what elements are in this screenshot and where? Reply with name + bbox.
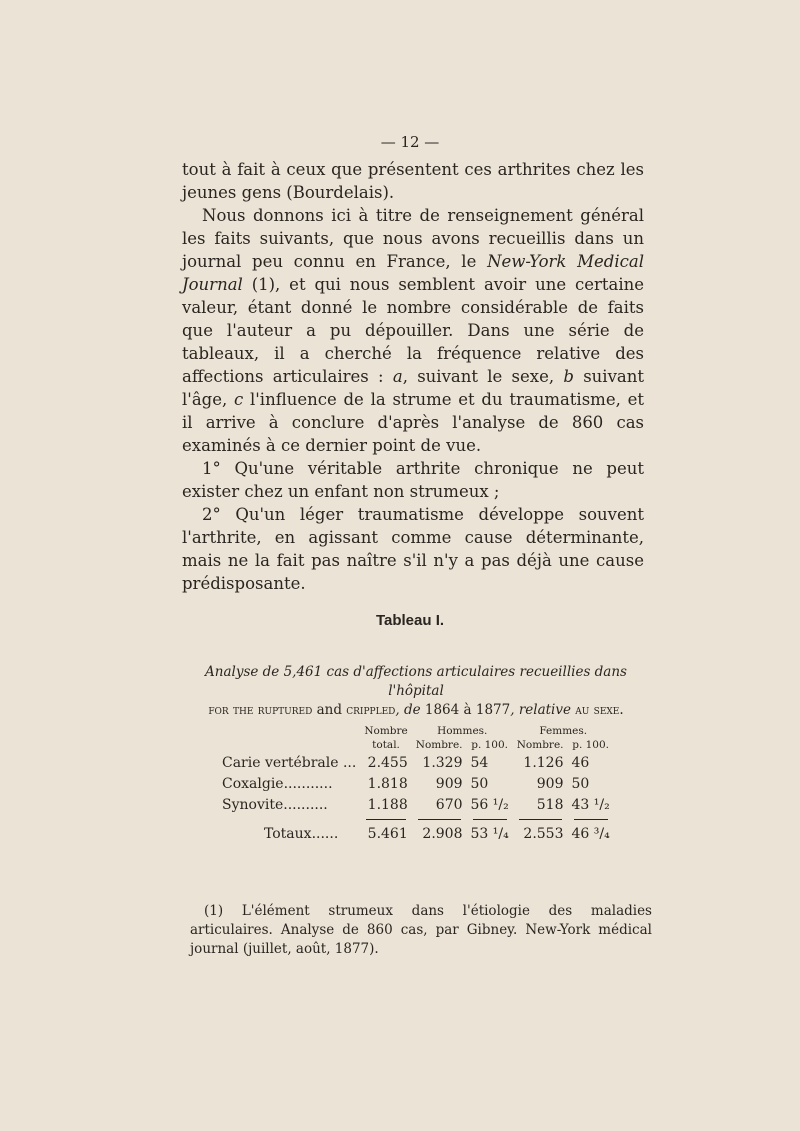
row-total: 1.188 [367, 796, 408, 813]
paragraph-2 [182, 204, 644, 457]
header-empty [218, 724, 360, 738]
table-header-row-2 [218, 738, 614, 752]
footnote [190, 902, 652, 959]
row-hommes-nombre: 1.329 [422, 754, 463, 771]
paragraph-4: 2° Qu'un léger traumatisme développe souvent l'arthrite, en agissant comme cause déterminante, mais ne la fait pas naître s'il n'y a pas déjà une cause prédisposante. [182, 505, 644, 593]
table-row [218, 773, 614, 794]
enum-a-text: , suivant le sexe, [402, 367, 564, 386]
row-hommes-pct: 54 [470, 754, 489, 771]
enum-c-text: l'influence de la strume et du traumatisme, et il arrive à conclure d'après l'analyse de 860 cas examinés à ce dernier point de vue. [182, 390, 644, 455]
row-femmes-pct: 50 [571, 775, 590, 792]
body-text [182, 158, 644, 595]
row-femmes-pct: 46 [571, 754, 590, 771]
header-empty-2 [218, 738, 360, 752]
header-nombre: Nombre [364, 725, 408, 737]
data-table [218, 724, 614, 844]
row-total: 1.818 [367, 775, 408, 792]
paragraph-3: 1° Qu'une véritable arthrite chronique ne peut exister chez un enfant non strumeux ; [182, 459, 644, 501]
table-caption [186, 663, 646, 720]
row-label: Carie vertébrale ... [222, 754, 357, 771]
header-total: total. [372, 739, 400, 751]
caption-line-1: Analyse de 5,461 cas d'affections articulaires recueillies dans l'hôpital [205, 664, 627, 699]
row-label: Coxalgie........... [222, 775, 333, 792]
caption-and: and [312, 702, 347, 718]
table-title: Tableau I. [375, 612, 445, 629]
totals-femmes-nombre: 2.553 [523, 825, 564, 842]
totals-total: 5.461 [367, 825, 408, 842]
journal-name: New-York Medical Journal [182, 252, 644, 294]
totals-hommes-pct: 53 ¹/₄ [470, 825, 509, 842]
footnote-text: (1) L'élément strumeux dans l'étiologie des maladies articulaires. Analyse de 860 cas, par Gibney. New-York médical journal (juillet, août, 1877). [190, 903, 652, 957]
row-hommes-pct: 56 ¹/₂ [470, 796, 509, 813]
enum-c: c [233, 390, 244, 409]
rule-femmes-pct [568, 815, 614, 823]
table-row [218, 794, 614, 815]
table-rule-row [218, 815, 614, 823]
row-hommes-nombre: 909 [435, 775, 463, 792]
header-femmes: Femmes. [539, 725, 588, 737]
row-femmes-pct: 43 ¹/₂ [571, 796, 610, 813]
header-hommes-pct: p. 100. [471, 739, 509, 751]
enum-a: a [392, 367, 403, 386]
header-hommes-nombre: Nombre. [415, 739, 463, 751]
row-total: 2.455 [367, 754, 408, 771]
rule-femmes-nombre [513, 815, 568, 823]
caption-line-2 [186, 701, 646, 720]
rule-empty [218, 815, 360, 823]
rule-hommes-nombre [412, 815, 467, 823]
page-number: — 12 — [380, 133, 440, 151]
row-femmes-nombre: 1.126 [523, 754, 564, 771]
caption-years: 1864 à 1877 [424, 702, 511, 718]
row-hommes-pct: 50 [470, 775, 489, 792]
caption-au-sexe: au sexe [575, 702, 620, 718]
header-femmes-pct: p. 100. [572, 739, 609, 751]
enum-b: b [563, 367, 574, 386]
paragraph-2-part-2: (1), et qui nous semblent avoir une certaine valeur, étant donné le nombre considérable de faits que l'auteur a pu dépouiller. Dans une série de tableaux, il a cherché la fréquence relative des affections articulaires : [182, 275, 644, 386]
row-label: Synovite.......... [222, 796, 328, 813]
caption-relative: , relative [510, 702, 576, 718]
header-hommes: Hommes. [437, 725, 488, 737]
row-hommes-nombre: 670 [435, 796, 463, 813]
paragraph-1: tout à fait à ceux que présentent ces arthrites chez les jeunes gens (Bourdelais). [182, 160, 644, 202]
caption-hospital-name-1: for the ruptured [208, 702, 313, 718]
row-femmes-nombre: 518 [536, 796, 564, 813]
totals-femmes-pct: 46 ³/₄ [571, 825, 610, 842]
caption-de: , de [395, 702, 425, 718]
caption-period: . [619, 702, 624, 718]
rule-total [360, 815, 411, 823]
totals-hommes-nombre: 2.908 [422, 825, 463, 842]
table-header-row-1 [218, 724, 614, 738]
paragraph-2-part-1: Nous donnons ici à titre de renseignement général les faits suivants, que nous avons recueillis dans un journal peu connu en France, le [182, 206, 644, 271]
caption-hospital-name-2: crippled [346, 702, 396, 718]
table-totals-row [218, 823, 614, 844]
table-row [218, 752, 614, 773]
rule-hommes-pct [467, 815, 513, 823]
totals-label: Totaux...... [264, 825, 339, 842]
header-femmes-nombre: Nombre. [516, 739, 564, 751]
enum-b-text: suivant l'âge, [182, 367, 644, 409]
row-femmes-nombre: 909 [536, 775, 564, 792]
